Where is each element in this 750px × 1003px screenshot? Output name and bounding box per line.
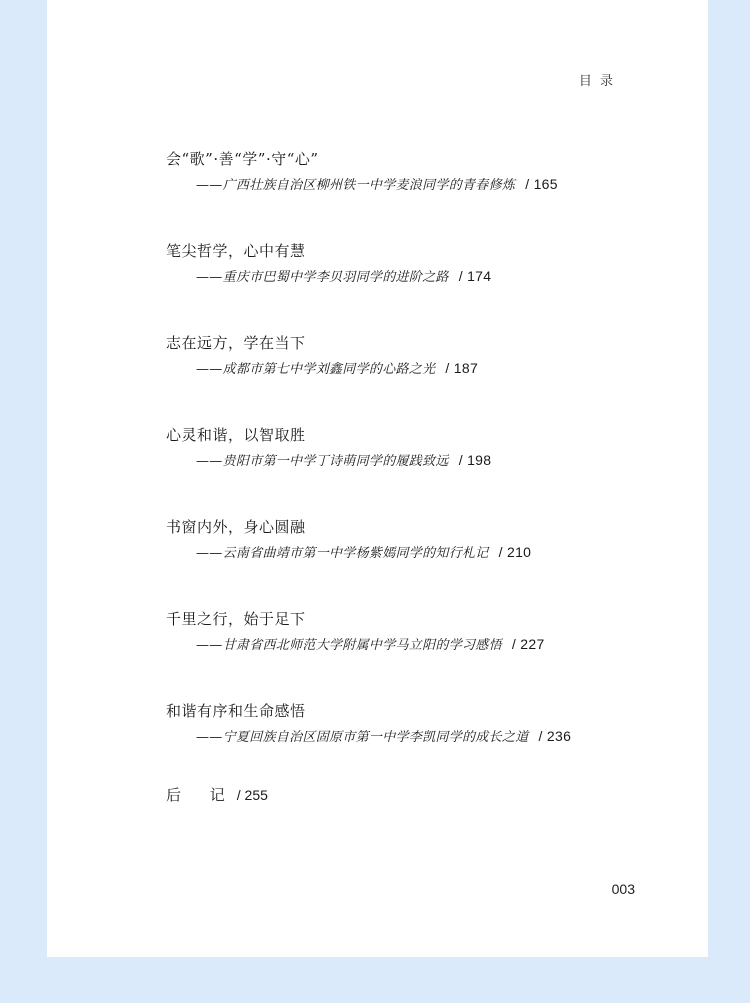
entry-subtitle-line [166,266,636,288]
entry-page-ref: / 227 [511,636,545,652]
table-of-contents [166,148,636,806]
entry-title: 志在远方，学在当下 [166,334,306,352]
toc-entry [166,700,636,792]
entry-page-ref: / 174 [458,268,492,284]
entry-subtitle-line [166,174,636,196]
entry-subtitle-line [166,634,636,656]
entry-title: 书窗内外，身心圆融 [166,518,306,536]
entry-subtitle: ——重庆市巴蜀中学李贝羽同学的进阶之路 [196,270,449,285]
entry-title: 千里之行，始于足下 [166,610,306,628]
entry-subtitle: ——宁夏回族自治区固原市第一中学李凯同学的成长之道 [196,730,529,745]
entry-subtitle-line [166,726,636,748]
afterword-page-ref: / 255 [236,787,268,803]
entry-title: 心灵和谐，以智取胜 [166,426,306,444]
running-header: 目 录 [578,74,615,89]
page-number: 003 [611,881,635,897]
entry-subtitle: ——甘肃省西北师范大学附属中学马立阳的学习感悟 [196,638,502,653]
entry-page-ref: / 165 [525,176,558,192]
entry-subtitle-line [166,358,636,380]
toc-entry [166,148,636,240]
toc-afterword [166,784,636,806]
entry-subtitle: ——贵阳市第一中学丁诗萌同学的履践致远 [196,454,449,469]
entry-subtitle: ——成都市第七中学刘鑫同学的心路之光 [196,362,436,377]
entry-title: 会“歌”·善“学”·守“心” [166,150,319,168]
toc-entry [166,240,636,332]
entry-page-ref: / 236 [538,728,572,744]
entry-subtitle: ——广西壮族自治区柳州铁一中学麦浪同学的青春修炼 [196,178,516,193]
entry-page-ref: / 198 [458,452,492,468]
book-page [47,0,708,957]
entry-subtitle-line [166,450,636,472]
toc-entry [166,424,636,516]
entry-page-ref: / 187 [445,360,479,376]
entry-subtitle-line [166,542,636,564]
toc-entry [166,608,636,700]
entry-title: 和谐有序和生命感悟 [166,702,306,720]
toc-entry [166,332,636,424]
toc-entry [166,516,636,608]
entry-page-ref: / 210 [498,544,532,560]
entry-subtitle: ——云南省曲靖市第一中学杨紫嫣同学的知行札记 [196,546,489,561]
entry-title: 笔尖哲学，心中有慧 [166,242,306,260]
afterword-label: 后 记 [166,786,237,804]
